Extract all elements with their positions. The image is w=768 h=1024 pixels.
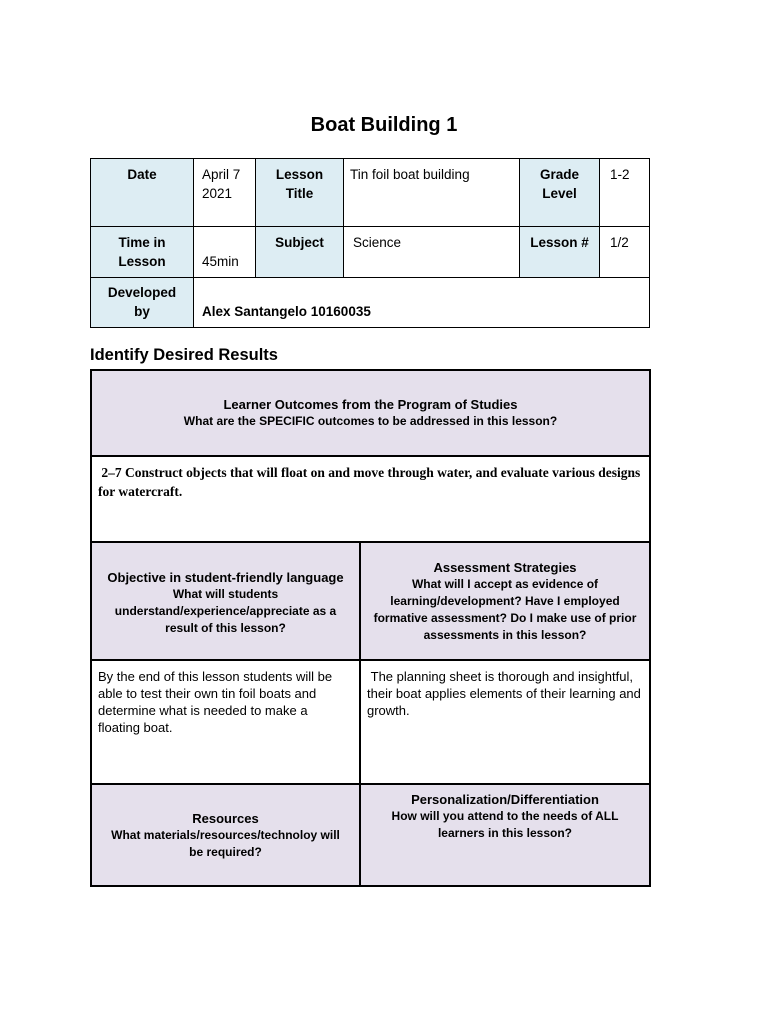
section-heading: Identify Desired Results — [90, 346, 278, 364]
grade-level-value: 1-2 — [600, 159, 650, 227]
assessment-title: Assessment Strategies — [433, 559, 577, 575]
subject-value: Science — [344, 227, 520, 278]
personalization-subtitle: How will you attend to the needs of ALL learners in this lesson? — [391, 809, 619, 840]
personalization-title: Personalization/Differentiation — [411, 792, 599, 807]
outcomes-header — [91, 370, 650, 456]
resources-subtitle: What materials/resources/technoloy will be required? — [111, 827, 340, 859]
lesson-number-value: 1/2 — [600, 227, 650, 278]
lesson-number-label: Lesson # — [520, 227, 600, 278]
outcomes-text: 2–7 Construct objects that will float on and move through water, and evaluate various designs for watercraft. — [91, 456, 650, 542]
assessment-header — [360, 542, 650, 660]
time-in-lesson-label: Time in Lesson — [91, 227, 194, 278]
assessment-subtitle: What will I accept as evidence of learning/development? Have I employed formative assessment? Do I make use of prior assessments in this lesson? — [373, 576, 637, 642]
lesson-info-table — [90, 158, 650, 328]
resources-title: Resources — [192, 810, 259, 826]
desired-results-table — [90, 369, 651, 887]
date-label: Date — [91, 159, 194, 227]
lesson-title-value: Tin foil boat building — [344, 159, 520, 227]
date-value: April 7 2021 — [194, 159, 256, 227]
subject-label: Subject — [256, 227, 344, 278]
developed-by-label: Developed by — [91, 278, 194, 328]
objective-text: By the end of this lesson students will be able to test their own tin foil boats and determine what is needed to make a floating boat. — [91, 660, 360, 784]
objective-header — [91, 542, 360, 660]
assessment-text: The planning sheet is thorough and insightful, their boat applies elements of their learning and growth. — [360, 660, 650, 784]
personalization-header — [360, 784, 650, 886]
document-title: Boat Building 1 — [310, 114, 458, 136]
lesson-title-label: Lesson Title — [256, 159, 344, 227]
outcomes-title: Learner Outcomes from the Program of Studies — [223, 397, 518, 412]
time-in-lesson-value: 45min — [194, 227, 256, 278]
developed-by-value: Alex Santangelo 10160035 — [194, 278, 650, 328]
objective-title: Objective in student-friendly language — [107, 570, 344, 585]
resources-header — [91, 784, 360, 886]
grade-level-label: Grade Level — [520, 159, 600, 227]
outcomes-subtitle: What are the SPECIFIC outcomes to be addressed in this lesson? — [183, 414, 558, 428]
objective-subtitle: What will students understand/experience/appreciate as a result of this lesson? — [114, 587, 337, 635]
